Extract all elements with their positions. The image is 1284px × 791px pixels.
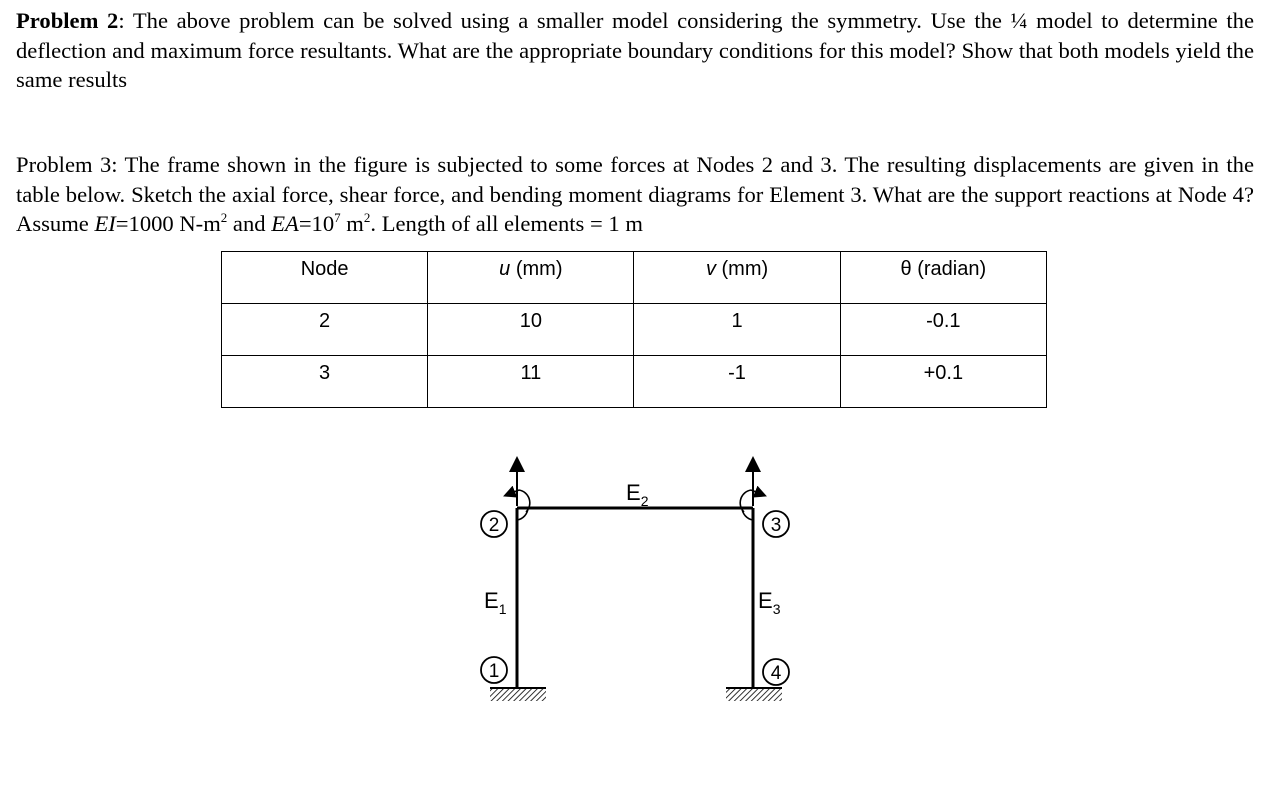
ea-unit-exponent: 2 <box>363 210 371 225</box>
element-2-label: $E_2$ <box>626 480 649 509</box>
ea-symbol: EA <box>271 211 299 236</box>
cell-u: 11 <box>428 356 634 408</box>
fixed-support-node-1 <box>490 688 546 701</box>
ea-value: =10 <box>298 211 335 236</box>
moment-arrow-node-2 <box>509 490 530 520</box>
fixed-support-node-4 <box>726 688 782 701</box>
node-1-marker <box>481 657 507 683</box>
ea-exponent: 7 <box>334 210 341 225</box>
cell-theta: -0.1 <box>840 304 1046 356</box>
cell-node: 3 <box>222 356 428 408</box>
node-1-label: 1 <box>488 661 500 682</box>
node-4-label: 4 <box>770 663 782 684</box>
problem-3-tail: . Length of all elements = 1 m <box>370 211 643 236</box>
header-u: u (mm) <box>428 252 634 304</box>
header-node: Node <box>222 252 428 304</box>
header-theta: θ (radian) <box>840 252 1046 304</box>
ei-symbol: EI <box>94 211 116 236</box>
cell-node: 2 <box>222 304 428 356</box>
problem-2-text: : The above problem can be solved using a smaller model considering the symmetry. Use the ¼ model to determine the deflection and maximum force resultants. What are the appropriate boundary conditions for this model? Show that both models yield the same results <box>16 8 1255 92</box>
problem-2-paragraph <box>16 6 1254 95</box>
element-3-label: $E_3$ <box>758 588 781 617</box>
problem-3-text: Problem 3: The frame shown in the figure is subjected to some forces at Nodes 2 and 3. The resulting displacements are given in the table below. Sketch the axial force, shear force, and bending moment diagrams for Element 3. What are the support reactions at Node 4? Assume <box>16 152 1254 236</box>
cell-v: 1 <box>634 304 840 356</box>
moment-arrow-node-3 <box>740 490 761 520</box>
header-v: v (mm) <box>634 252 840 304</box>
frame-figure <box>470 450 810 720</box>
node-4-marker <box>763 659 789 685</box>
and-text: and <box>227 211 272 236</box>
cell-v: -1 <box>634 356 840 408</box>
ea-unit: m <box>340 211 364 236</box>
problem-3-paragraph <box>16 150 1254 239</box>
element-1-label: $E_1$ <box>484 588 507 617</box>
node-3-marker <box>763 511 789 537</box>
node-2-marker <box>481 511 507 537</box>
problem-2-label: Problem 2 <box>16 8 119 33</box>
table-header-row <box>222 252 1047 304</box>
node-2-label: 2 <box>488 515 500 536</box>
node-3-label: 3 <box>770 515 782 536</box>
displacement-table <box>221 251 1047 408</box>
cell-u: 10 <box>428 304 634 356</box>
ei-exponent: 2 <box>220 210 228 225</box>
table-row <box>222 356 1047 408</box>
cell-theta: +0.1 <box>840 356 1046 408</box>
ei-value: =1000 N-m <box>115 211 221 236</box>
table-row <box>222 304 1047 356</box>
